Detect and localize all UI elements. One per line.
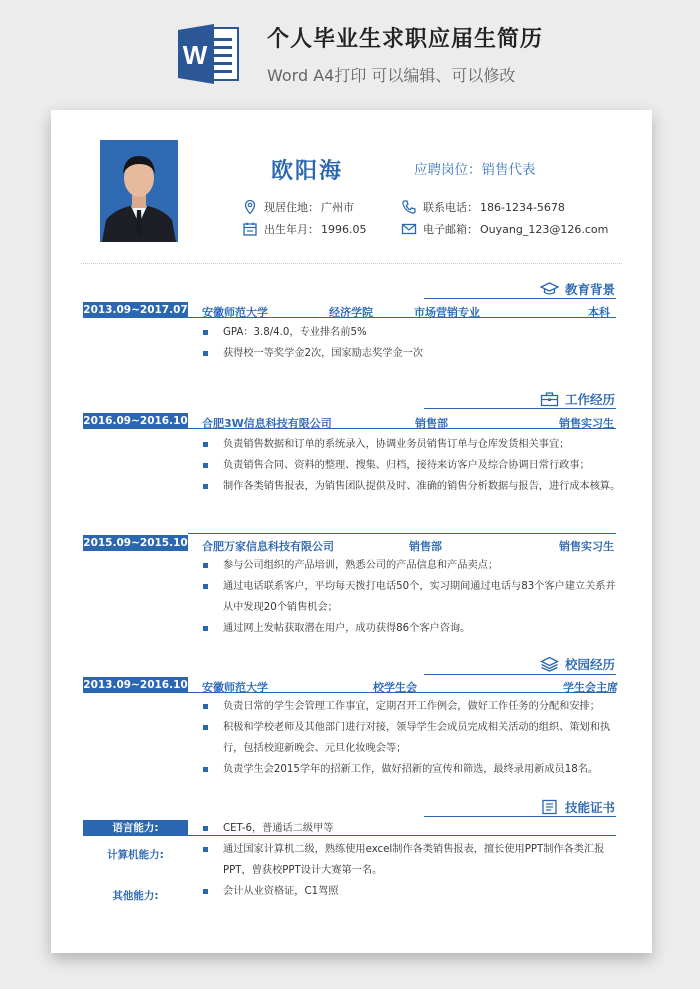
birth-info	[242, 221, 367, 237]
email-label: 电子邮箱：	[423, 223, 478, 236]
department-name: 销售部	[409, 540, 442, 553]
word-icon-letter: W	[182, 40, 208, 70]
school-name: 安徽师范大学	[202, 681, 268, 694]
phone-info	[401, 199, 565, 215]
list-item: 制作各类销售报表，为销售团队提供及时、准确的销售分析数据与报告，进行成本核算。	[203, 476, 623, 497]
section-line-skills	[424, 816, 616, 817]
birth-label: 出生年月：	[264, 223, 319, 236]
location-icon	[242, 199, 258, 215]
resume-page	[51, 110, 652, 953]
section-title-campus: 校园经历	[540, 655, 615, 673]
date-tag: 2016.09~2016.10	[83, 415, 188, 427]
list-item: 获得校一等奖学金2次，国家励志奖学金一次	[203, 343, 623, 364]
company-name: 合肥3W信息科技有限公司	[202, 417, 332, 430]
list-item: 参与公司组织的产品培训，熟悉公司的产品信息和产品卖点；	[203, 555, 623, 576]
organization-name: 校学生会	[373, 681, 417, 694]
banner-title: 个人毕业生求职应届生简历	[267, 27, 544, 52]
birth-value: 1996.05	[321, 222, 367, 236]
envelope-icon	[401, 221, 417, 237]
certificate-icon	[540, 799, 559, 815]
list-item: GPA：3.8/4.0，专业排名前5%	[203, 322, 623, 343]
skill-item: 会计从业资格证，C1驾照	[203, 881, 623, 902]
date-tag: 2013.09~2016.10	[83, 679, 188, 691]
date-tag: 2015.09~2015.10	[83, 537, 188, 549]
company-name: 合肥万家信息科技有限公司	[202, 540, 334, 553]
phone-value: 186-1234-5678	[480, 200, 565, 214]
calendar-icon	[242, 221, 258, 237]
degree-name: 本科	[588, 306, 610, 319]
address-label: 现居住地：	[264, 201, 319, 214]
list-item: 负责销售合同、资料的整理、搜集、归档，接待来访客户及综合协调日常行政事；	[203, 455, 623, 476]
email-info	[401, 221, 608, 237]
college-name: 经济学院	[329, 306, 373, 319]
header-banner	[0, 0, 700, 100]
profile-photo	[100, 140, 178, 242]
role-name: 销售实习生	[559, 540, 614, 553]
list-item: 负责销售数据和订单的系统录入，协调业务员销售订单与仓库发货相关事宜；	[203, 434, 623, 455]
graduation-cap-icon	[540, 281, 559, 297]
layers-icon	[540, 656, 559, 672]
school-name: 安徽师范大学	[202, 306, 268, 319]
date-tag: 2013.09~2017.07	[83, 304, 188, 316]
briefcase-icon	[540, 391, 559, 407]
skill-label-other: 其他能力:	[112, 890, 159, 902]
header-divider	[81, 263, 622, 264]
job-position: 应聘岗位：销售代表	[414, 162, 536, 178]
row-line	[188, 533, 616, 534]
role-name: 学生会主席	[563, 681, 618, 694]
department-name: 销售部	[415, 417, 448, 430]
skill-label-computer: 计算机能力:	[107, 849, 164, 861]
candidate-name: 欧阳海	[271, 159, 344, 184]
major-name: 市场营销专业	[414, 306, 480, 319]
list-item: 负责学生会2015学年的招新工作，做好招新的宣传和筛选，最终录用新成员18名。	[203, 759, 623, 780]
section-title-education: 教育背景	[540, 280, 615, 298]
address-value: 广州市	[321, 201, 354, 214]
email-value: Ouyang_123@126.com	[480, 222, 609, 236]
address-info	[242, 199, 354, 215]
phone-icon	[401, 199, 417, 215]
section-title-work: 工作经历	[540, 390, 615, 408]
skill-item: CET-6，普通话二级甲等	[203, 818, 623, 839]
banner-subtitle: Word A4打印 可以编辑、可以修改	[267, 66, 516, 85]
skill-item: 通过国家计算机二级，熟练使用excel制作各类销售报表，擅长使用PPT制作各类汇报PPT，曾获校PPT设计大赛第一名。	[203, 839, 623, 881]
word-icon	[178, 22, 240, 86]
section-line-education	[424, 298, 616, 299]
list-item: 通过网上发帖获取潜在用户，成功获得86个客户咨询。	[203, 618, 623, 639]
skill-label-language: 语言能力:	[83, 820, 188, 836]
list-item: 负责日常的学生会管理工作事宜，定期召开工作例会，做好工作任务的分配和安排；	[203, 696, 623, 717]
list-item: 通过电话联系客户，平均每天拨打电话50个，实习期间通过电话与83个客户建立关系并从中发现20个销售机会；	[203, 576, 623, 618]
section-title-skills: 技能证书	[540, 798, 615, 816]
list-item: 积极和学校老师及其他部门进行对接，领导学生会成员完成相关活动的组织、策划和执行，包括校迎新晚会、元旦化妆晚会等；	[203, 717, 623, 759]
section-line-campus	[424, 674, 616, 675]
section-line-work	[424, 408, 616, 409]
role-name: 销售实习生	[559, 417, 614, 430]
phone-label: 联系电话：	[423, 201, 478, 214]
